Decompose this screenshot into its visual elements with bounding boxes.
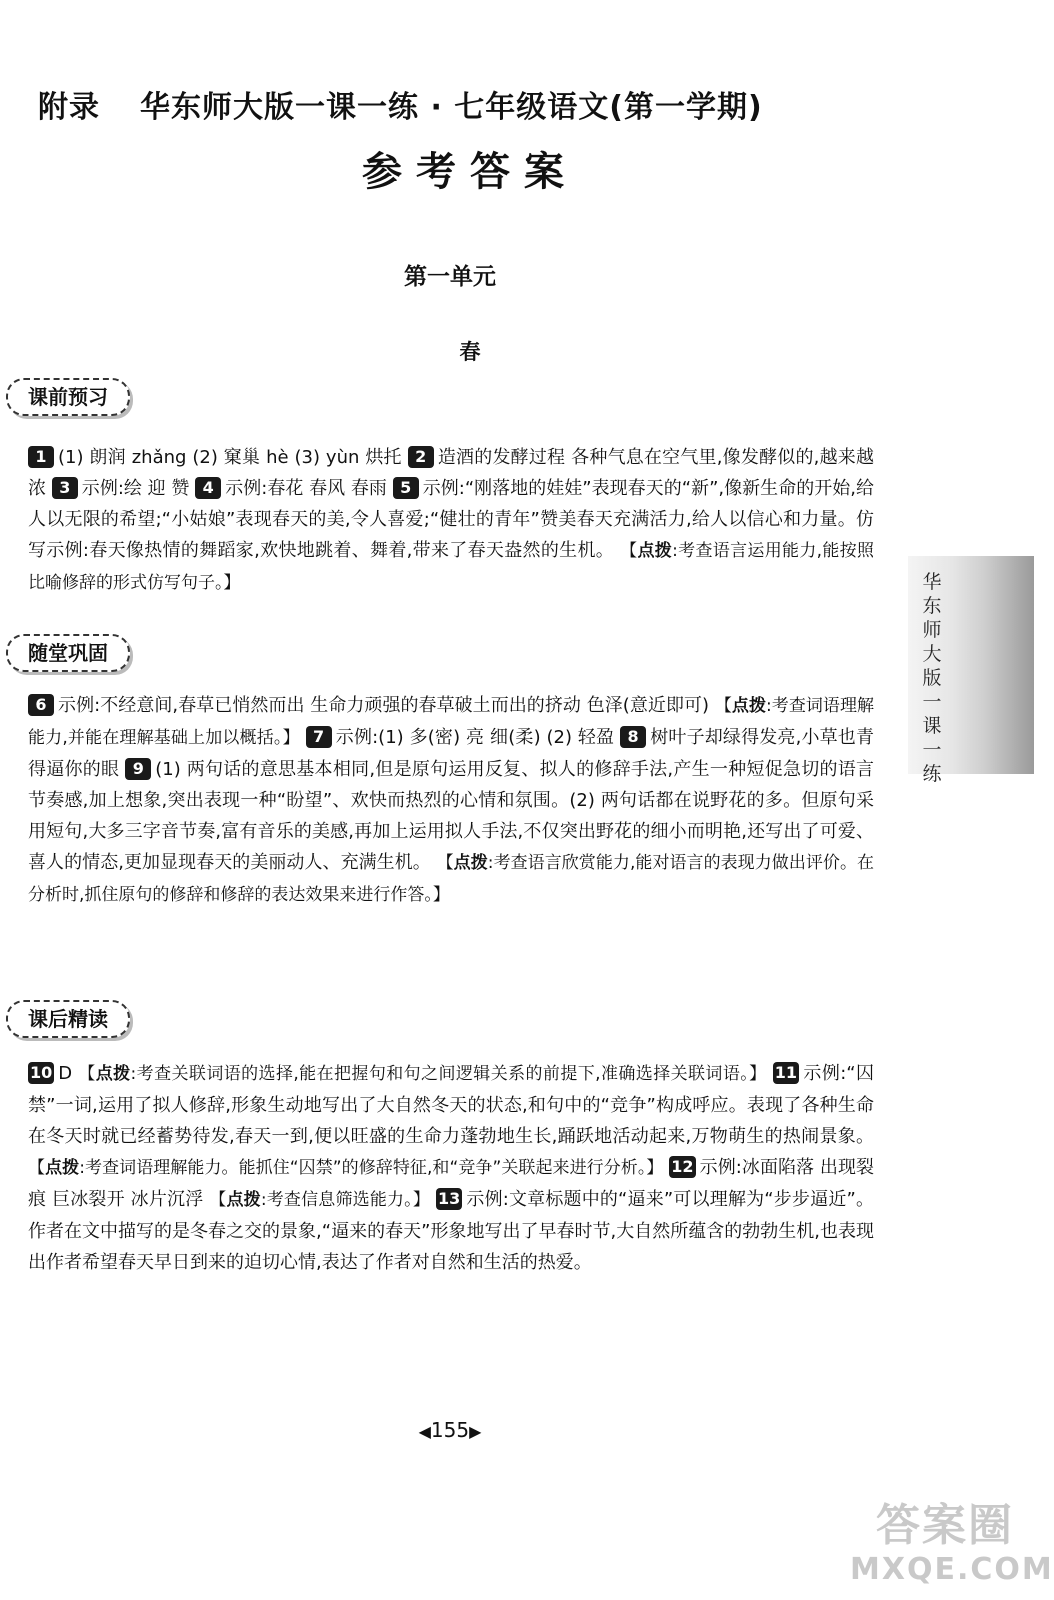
hint-label: 点拨: [226, 1190, 261, 1210]
question-number: 12: [671, 1157, 694, 1176]
answer-text: D: [58, 1063, 73, 1084]
answer-text: (1) 两句话的意思基本相同,但是原句运用反复、拟人的修辞手法,产生一种短促急切的语言节奏感,加上想象,突出表现一种“盼望”、欢快而热烈的心情和氛围。(2) 两句话都在说野花的多。但原句采用短句,大多三字音节奏,富有音乐的美感,再加上运用拟人手法,不仅突出野花的细小而明艳,还写出了可爱、喜人的情态,更加显现春天的美丽动人、充满生机。: [28, 759, 874, 873]
question-number: 11: [774, 1063, 797, 1082]
section-label-practice: 随堂巩固: [6, 634, 130, 672]
hint-text: 考查信息筛选能力。: [266, 1190, 413, 1210]
hint-label: 点拨: [731, 696, 766, 716]
answer-text: 示例:不经意间,春草已悄然而出 生命力顽强的春草破土而出的挤动 色泽(意近即可): [58, 695, 710, 716]
hint-note: 【点拨:考查语言运用能力,能按照比喻修辞的形式仿写句子。】: [28, 541, 874, 593]
section-answers-preview: [28, 442, 874, 599]
question-number: 10: [30, 1063, 53, 1082]
unit-title: 第一单元: [404, 264, 496, 290]
watermark-url: MXQE.COM: [850, 1552, 1054, 1587]
hint-note: 【点拨:考查词语理解能力,并能在理解基础上加以概括。】: [28, 696, 875, 748]
question-number: 13: [437, 1189, 461, 1208]
arrow-right-icon: ▶: [469, 1422, 482, 1441]
page-number: [0, 1418, 900, 1442]
section-answers-reading: [28, 1058, 874, 1278]
question-number: 3: [52, 477, 78, 499]
answer-text: 示例:冰面陷落 出现裂痕 巨冰裂开 冰片沉浮: [28, 1157, 875, 1210]
page-subtitle: 参考答案: [362, 149, 578, 195]
answer-text: 示例:文章标题中的“逼来”可以理解为“步步逼近”。作者在文中描写的是冬春之交的景象,“逼来的春天”形象地写出了早春时节,大自然所蕴含的勃勃生机,也表现出作者希望春天早日到来的迫切心情,表达了作者对自然和生活的热爱。: [28, 1189, 875, 1273]
answer-text: 示例:(1) 多(密) 亮 细(柔) (2) 轻盈: [335, 727, 615, 748]
question-number: 2: [408, 446, 434, 468]
hint-label: 点拨: [95, 1064, 131, 1084]
hint-text: 考查语言运用能力,能按照比喻修辞的形式仿写句子。: [28, 541, 874, 593]
arrow-left-icon: ◀: [418, 1422, 431, 1441]
hint-text: 考查词语理解能力,并能在理解基础上加以概括。: [28, 696, 875, 748]
question-number: 4: [195, 477, 221, 499]
hint-text: 考查关联词语的选择,能在把握句和句之间逻辑关系的前提下,准确选择关联词语。: [136, 1064, 750, 1084]
question-number: 1: [28, 446, 54, 468]
question-number: 8: [620, 726, 646, 748]
hint-text: 考查词语理解能力。能抓住“囚禁”的修辞特征,和“竞争”关联起来进行分析。: [84, 1158, 647, 1178]
hint-note: 【点拨:考查语言欣赏能力,能对语言的表现力做出评价。在分析时,抓住原句的修辞和修辞的表达效果来进行作答。】: [28, 853, 875, 905]
watermark: [850, 1500, 1054, 1595]
hint-note: 【点拨:考查信息筛选能力。】: [209, 1190, 431, 1210]
answer-text: 示例:“囚禁”一词,运用了拟人修辞,形象生动地写出了大自然冬天的状态,和句中的“竞争”构成呼应。表现了各种生命在冬天时就已经蓄势待发,春天一到,便以旺盛的生命力蓬勃地生长,踊跃地活动起来,万物萌生的热闹景象。: [28, 1063, 875, 1147]
hint-note: 【点拨:考查关联词语的选择,能在把握句和句之间逻辑关系的前提下,准确选择关联词语。】: [78, 1064, 767, 1084]
hint-label: 点拨: [453, 853, 488, 873]
answer-paragraph: [28, 690, 874, 911]
answer-text: 示例:绘 迎 赞: [81, 478, 190, 499]
page-number-value: 155: [430, 1418, 470, 1442]
hint-note: 【点拨:考查词语理解能力。能抓住“囚禁”的修辞特征,和“竞争”关联起来进行分析。】: [28, 1158, 664, 1178]
question-number: 9: [125, 758, 151, 780]
hint-label: 点拨: [637, 541, 673, 561]
section-label-preview: 课前预习: [6, 378, 130, 416]
answer-text: 树叶子却绿得发亮,小草也青得逼你的眼: [28, 727, 874, 780]
lesson-title: 春: [459, 340, 481, 364]
answer-text: 示例:“刚落地的娃娃”表现春天的“新”,像新生命的开始,给人以无限的希望;“小姑娘”表现春天的美,令人喜爱;“健壮的青年”赞美春天充满活力,给人以信心和力量。仿写示例:春天像热情的舞蹈家,欢快地跳着、舞着,带来了春天盎然的生机。: [28, 478, 875, 561]
question-number: 5: [393, 477, 419, 499]
question-number: 7: [306, 726, 332, 748]
answer-text: 造酒的发酵过程 各种气息在空气里,像发酵似的,越来越浓: [28, 447, 874, 499]
watermark-main: 答案圈: [876, 1500, 1014, 1551]
answer-text: (1) 朗润 zhǎng (2) 窠巢 hè (3) yùn 烘托: [58, 447, 402, 468]
appendix-label: 附录: [38, 90, 100, 125]
book-header: [38, 82, 938, 126]
question-number: 6: [28, 694, 54, 716]
hint-text: 考查语言欣赏能力,能对语言的表现力做出评价。在分析时,抓住原句的修辞和修辞的表达效果来进行作答。: [28, 853, 875, 905]
side-tab-label: 华东师大版一课一练: [922, 571, 942, 785]
answer-text: 示例:春花 春风 春雨: [225, 478, 387, 499]
answer-paragraph: [28, 1058, 874, 1278]
book-title: 华东师大版一课一练 · 七年级语文(第一学期): [140, 90, 763, 125]
hint-label: 点拨: [45, 1158, 80, 1178]
answer-paragraph: [28, 442, 874, 599]
section-answers-practice: [28, 690, 874, 911]
section-label-reading: 课后精读: [6, 1000, 130, 1038]
